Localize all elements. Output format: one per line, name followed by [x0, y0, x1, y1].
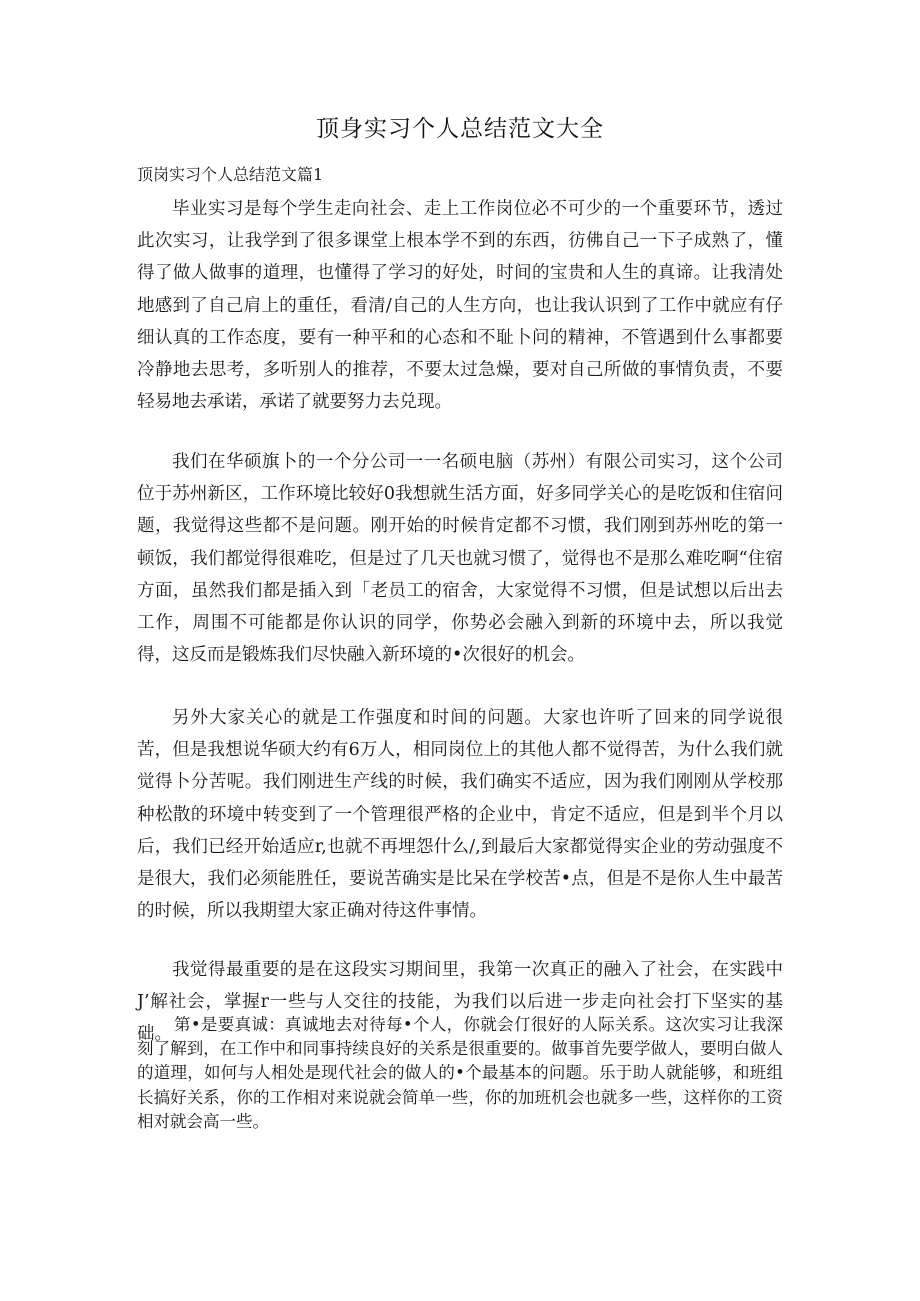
- section-heading: 顶岗实习个人总结范文篇1: [137, 165, 324, 184]
- paragraph-4: 我觉得最重要的是在这段实习期间里，我第一次真正的融入了社会，在实践中J’解社会，掌握r一些与人交往的技能，为我们以后进一步走向社会打下坚实的基础。: [137, 960, 783, 1045]
- paragraph-1: 毕业实习是每个学生走向社会、走上工作岗位必不可少的一个重要环节，透过此次实习，让我学到了很多课堂上根本学不到的东西，彷佛自己一下子成熟了，懂得了做人做事的道理，也懂得了学习的好处，时间的宝贵和人生的真谛。让我清处地感到了自己肩上的重任，看清/自己的人生方向，也让我认识到了工作中就应有仔细认真的工作态度，要有一种平和的心态和不耻卜问的精神，不管遇到什么事都要冷静地去思考，多听别人的推荐，不要太过急燥，要对自己所做的事情负责，不要轻易地去承诺，承诺了就要努力去兑现。: [137, 199, 783, 413]
- paragraph-2: 我们在华硕旗卜的一个分公司一一名硕电脑（苏州）有限公司实习，这个公司位于苏州新区，工作环境比较好0我想就生活方面，好多同学关心的是吃饭和住宿问题，我觉得这些都不是问题。刚开始的时候肯定都不习惯，我们刚到苏州吃的第一顿饭，我们都觉得很难吃，但是过了几天也就习惯了，觉得也不是那么难吃啊“住宿方面，虽然我们都是插入到「老员工的宿舍，大家觉得不习惯，但是试想以后出去工作，周围不可能都是你认识的同学，你势必会融入到新的环境中去，所以我觉得，这反而是锻炼我们尽快融入新环境的•次很好的机会。: [137, 452, 783, 666]
- paragraph-3: 另外大家关心的就是工作强度和时间的问题。大家也许听了回来的同学说很苦，但是我想说华硕大约有6万人，相同岗位上的其他人都不觉得苦，为什么我们就觉得卜分苦呢。我们刚进生产线的时候，我们确实不适应，因为我们刚刚从学校那种松散的环境中转变到了一个管理很严格的企业中，肯定不适应，但是到半个月以后，我们已经开始适应r,也就不再埋怨什么/,到最后大家都觉得实企业的劳动强度不是很大，我们必须能胜任，要说苦确实是比呆在学校苦•点，但是不是你人生中最苦的时候，所以我期望大家正确对待这件事情。: [137, 708, 783, 922]
- document-title: 顶身实习个人总结范文大全: [316, 116, 604, 142]
- paragraph-5: 第•是要真诚：真诚地去对待每•个人，你就会仃很好的人际关系。这次实习让我深刻了解到，在工作中和同事持续良好的关系是很重要的。做事首先要学做人，要明白做人的道理，如何与人相处是现代社会的做人的•个最基本的问题。乐于助人就能够，和班组长搞好关系，你的工作相对来说就会简单一些，你的加班机会也就多一些，这样你的工资相对就会高一些。: [137, 1015, 783, 1131]
